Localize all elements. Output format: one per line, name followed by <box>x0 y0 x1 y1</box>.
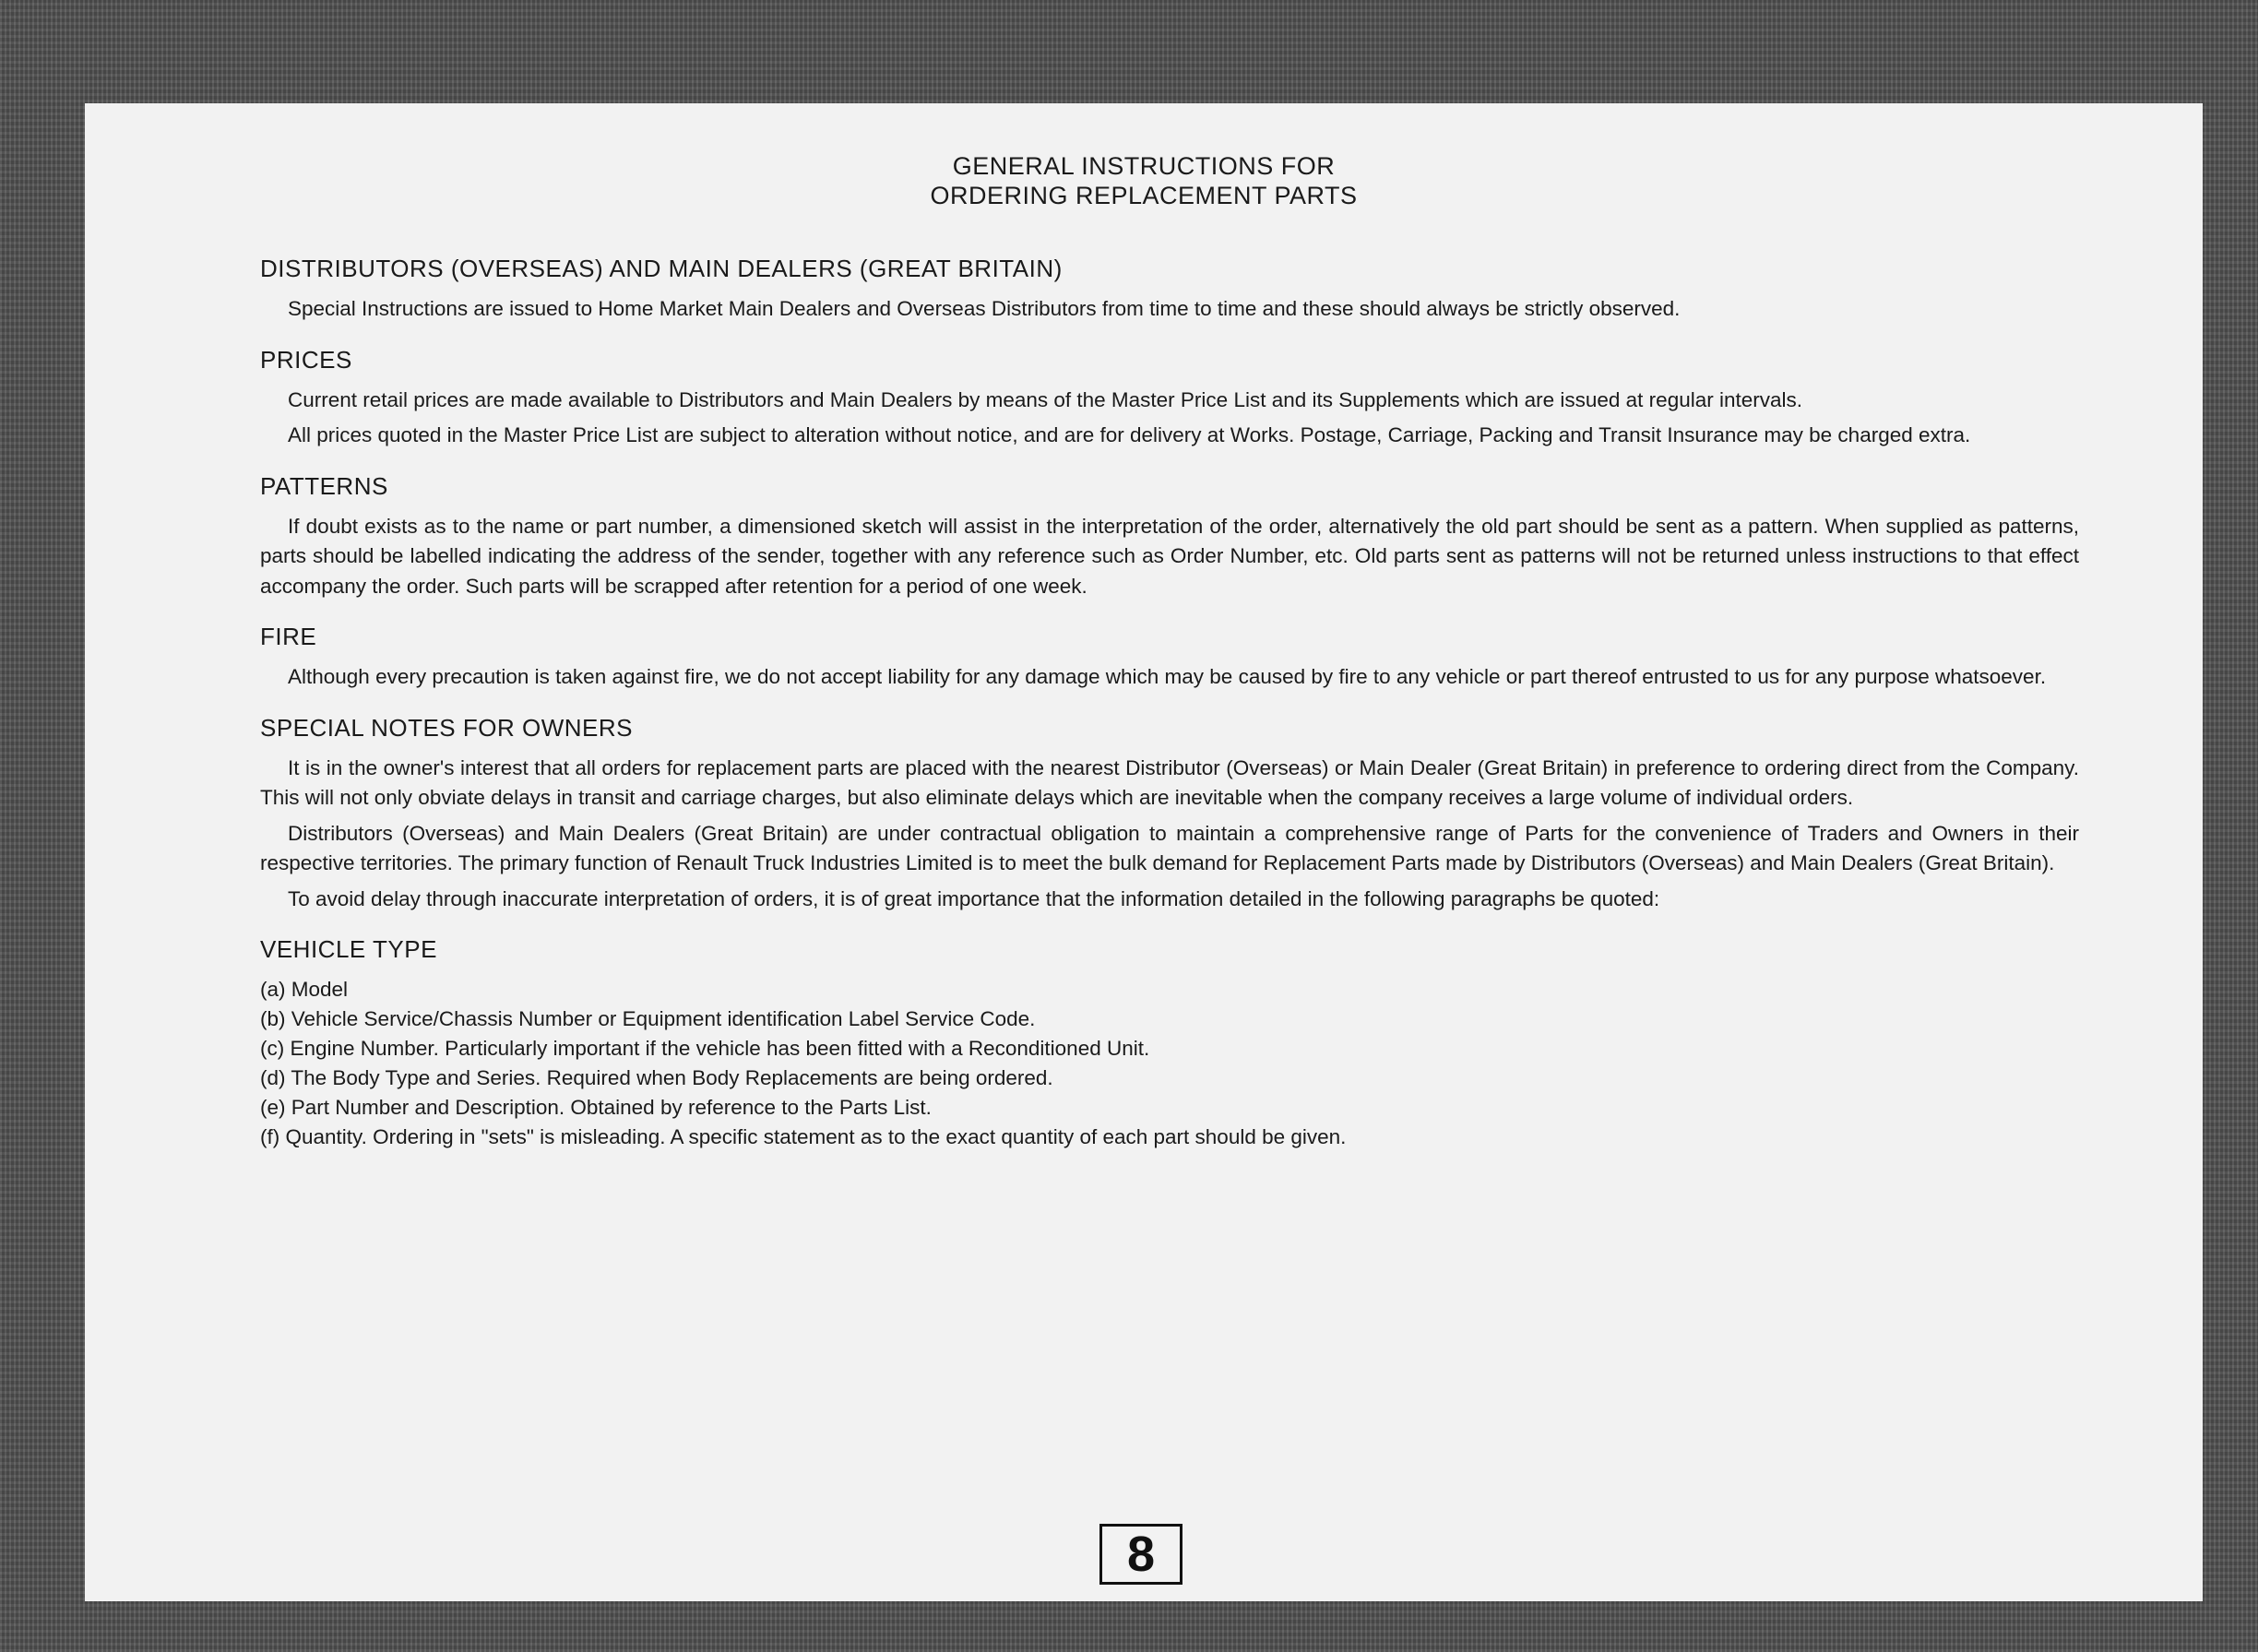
list-item: (e) Part Number and Description. Obtained by reference to the Parts List. <box>260 1096 932 1119</box>
section-heading: VEHICLE TYPE <box>260 935 437 963</box>
list-item: (a) Model <box>260 978 349 1001</box>
list-item: (c) Engine Number. Particularly important if the vehicle has been fitted with a Reconditioned Unit. <box>260 1037 1150 1060</box>
list-item: (b) Vehicle Service/Chassis Number or Equipment identification Label Service Code. <box>260 1007 1036 1030</box>
section-patterns <box>260 471 2079 602</box>
title-line-1: GENERAL INSTRUCTIONS FOR <box>952 152 1336 180</box>
paragraph: To avoid delay through inaccurate interpretation of orders, it is of great importance that the information detailed in the following paragraphs be quoted: <box>288 886 1660 910</box>
document-page <box>85 103 2203 1601</box>
section-heading: SPECIAL NOTES FOR OWNERS <box>260 713 633 742</box>
section-vehicle-type <box>260 934 2079 1152</box>
paragraph: Although every precaution is taken against fire, we do not accept liability for any damage which may be caused by fire to any vehicle or part thereof entrusted to us for any purpose whatsoever. <box>288 665 2047 688</box>
list-item: (f) Quantity. Ordering in "sets" is misleading. A specific statement as to the exact quantity of each part should be given. <box>260 1125 1347 1148</box>
paragraph: Special Instructions are issued to Home Market Main Dealers and Overseas Distributors from time to time and these should always be strictly observed. <box>288 297 1681 320</box>
section-distributors <box>260 254 2079 325</box>
section-fire <box>260 622 2079 693</box>
document-body <box>260 254 2079 1172</box>
section-special-notes <box>260 713 2079 915</box>
title-line-2: ORDERING REPLACEMENT PARTS <box>930 182 1358 209</box>
section-prices <box>260 345 2079 451</box>
page-number: 8 <box>1099 1524 1182 1585</box>
list-item: (d) The Body Type and Series. Required when Body Replacements are being ordered. <box>260 1066 1053 1089</box>
section-heading: FIRE <box>260 623 317 650</box>
section-heading: PRICES <box>260 345 352 374</box>
paragraph: If doubt exists as to the name or part number, a dimensioned sketch will assist in the interpretation of the order, alternatively the old part should be sent as a pattern. When supplied as patterns, parts should be labelled indicating the address of the sender, together with any reference such as Order Number, etc. Old parts sent as patterns will not be returned unless instructions to that effect accompany the order. Such parts will be scrapped after retention for a period of one week. <box>260 514 2079 598</box>
section-heading: DISTRIBUTORS (OVERSEAS) AND MAIN DEALERS (GREAT BRITAIN) <box>260 255 1063 282</box>
paragraph: Distributors (Overseas) and Main Dealers (Great Britain) are under contractual obligation to maintain a comprehensive range of Parts for the convenience of Traders and Owners in their respective territories. The primary function of Renault Truck Industries Limited is to meet the bulk demand for Replacement Parts made by Distributors (Overseas) and Main Dealers (Great Britain). <box>260 821 2079 874</box>
section-heading: PATTERNS <box>260 471 388 500</box>
page-title <box>85 151 2203 210</box>
paragraph: It is in the owner's interest that all orders for replacement parts are placed with the nearest Distributor (Overseas) or Main Dealer (Great Britain) in preference to ordering direct from the Company. This will not only obviate delays in transit and carriage charges, but also eliminate delays which are inevitable when the company receives a large volume of individual orders. <box>260 755 2079 809</box>
paragraph: Current retail prices are made available to Distributors and Main Dealers by means of the Master Price List and its Supplements which are issued at regular intervals. <box>288 387 1803 411</box>
paragraph: All prices quoted in the Master Price List are subject to alteration without notice, and are for delivery at Works. Postage, Carriage, Packing and Transit Insurance may be charged extra. <box>288 423 1971 446</box>
